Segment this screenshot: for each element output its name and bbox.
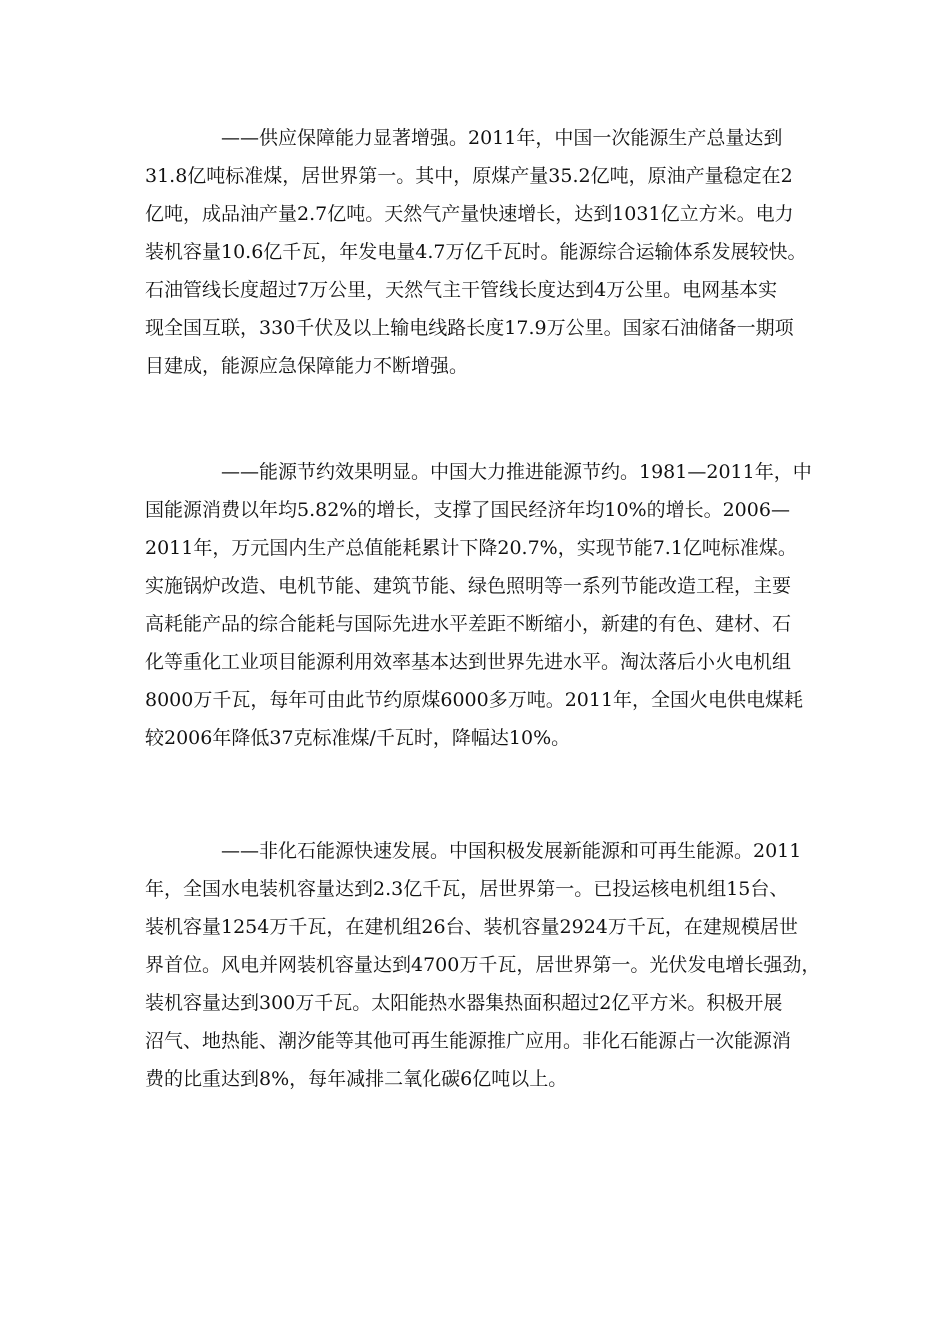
paragraph-energy-saving [145,453,817,757]
paragraph-line: ——供应保障能力显著增强。2011年，中国一次能源生产总量达到 [221,127,783,149]
paragraph-line: 较2006年降低37克标准煤/千瓦时，降幅达10%。 [145,727,571,749]
paragraph-line: 装机容量达到300万千瓦。太阳能热水器集热面积超过2亿平方米。积极开展 [145,992,783,1014]
paragraph-line: 高耗能产品的综合能耗与国际先进水平差距不断缩小，新建的有色、建材、石 [145,613,792,635]
paragraph-supply-security [145,119,817,385]
paragraph-non-fossil-energy [145,832,821,1098]
paragraph-line: 国能源消费以年均5.82%的增长，支撑了国民经济年均10%的增长。2006— [145,499,790,521]
paragraph-line: ——非化石能源快速发展。中国积极发展新能源和可再生能源。2011 [221,840,802,862]
paragraph-line: 2011年，万元国内生产总值能耗累计下降20.7%，实现节能7.1亿吨标准煤。 [145,537,797,559]
paragraph-line: 年，全国水电装机容量达到2.3亿千瓦，居世界第一。已投运核电机组15台、 [145,878,789,900]
paragraph-line: 化等重化工业项目能源利用效率基本达到世界先进水平。淘汰落后小火电机组 [145,651,792,673]
paragraph-line: 界首位。风电并网装机容量达到4700万千瓦，居世界第一。光伏发电增长强劲， [145,954,821,976]
paragraph-line: 8000万千瓦，每年可由此节约原煤6000多万吨。2011年，全国火电供电煤耗 [145,689,804,711]
paragraph-line: 目建成，能源应急保障能力不断增强。 [145,355,469,377]
paragraph-line: 亿吨，成品油产量2.7亿吨。天然气产量快速增长，达到1031亿立方米。电力 [145,203,794,225]
paragraph-line: ——能源节约效果明显。中国大力推进能源节约。1981—2011年，中 [221,461,812,483]
paragraph-line: 沼气、地热能、潮汐能等其他可再生能源推广应用。非化石能源占一次能源消 [145,1030,792,1052]
paragraph-line: 31.8亿吨标准煤，居世界第一。其中，原煤产量35.2亿吨，原油产量稳定在2 [145,165,793,187]
paragraph-line: 实施锅炉改造、电机节能、建筑节能、绿色照明等一系列节能改造工程，主要 [145,575,792,597]
paragraph-line: 装机容量1254万千瓦，在建机组26台、装机容量2924万千瓦，在建规模居世 [145,916,798,938]
paragraph-line: 现全国互联，330千伏及以上输电线路长度17.9万公里。国家石油储备一期项 [145,317,794,339]
paragraph-line: 费的比重达到8%，每年减排二氧化碳6亿吨以上。 [145,1068,568,1090]
paragraph-line: 石油管线长度超过7万公里，天然气主干管线长度达到4万公里。电网基本实 [145,279,778,301]
paragraph-line: 装机容量10.6亿千瓦，年发电量4.7万亿千瓦时。能源综合运输体系发展较快。 [145,241,807,263]
